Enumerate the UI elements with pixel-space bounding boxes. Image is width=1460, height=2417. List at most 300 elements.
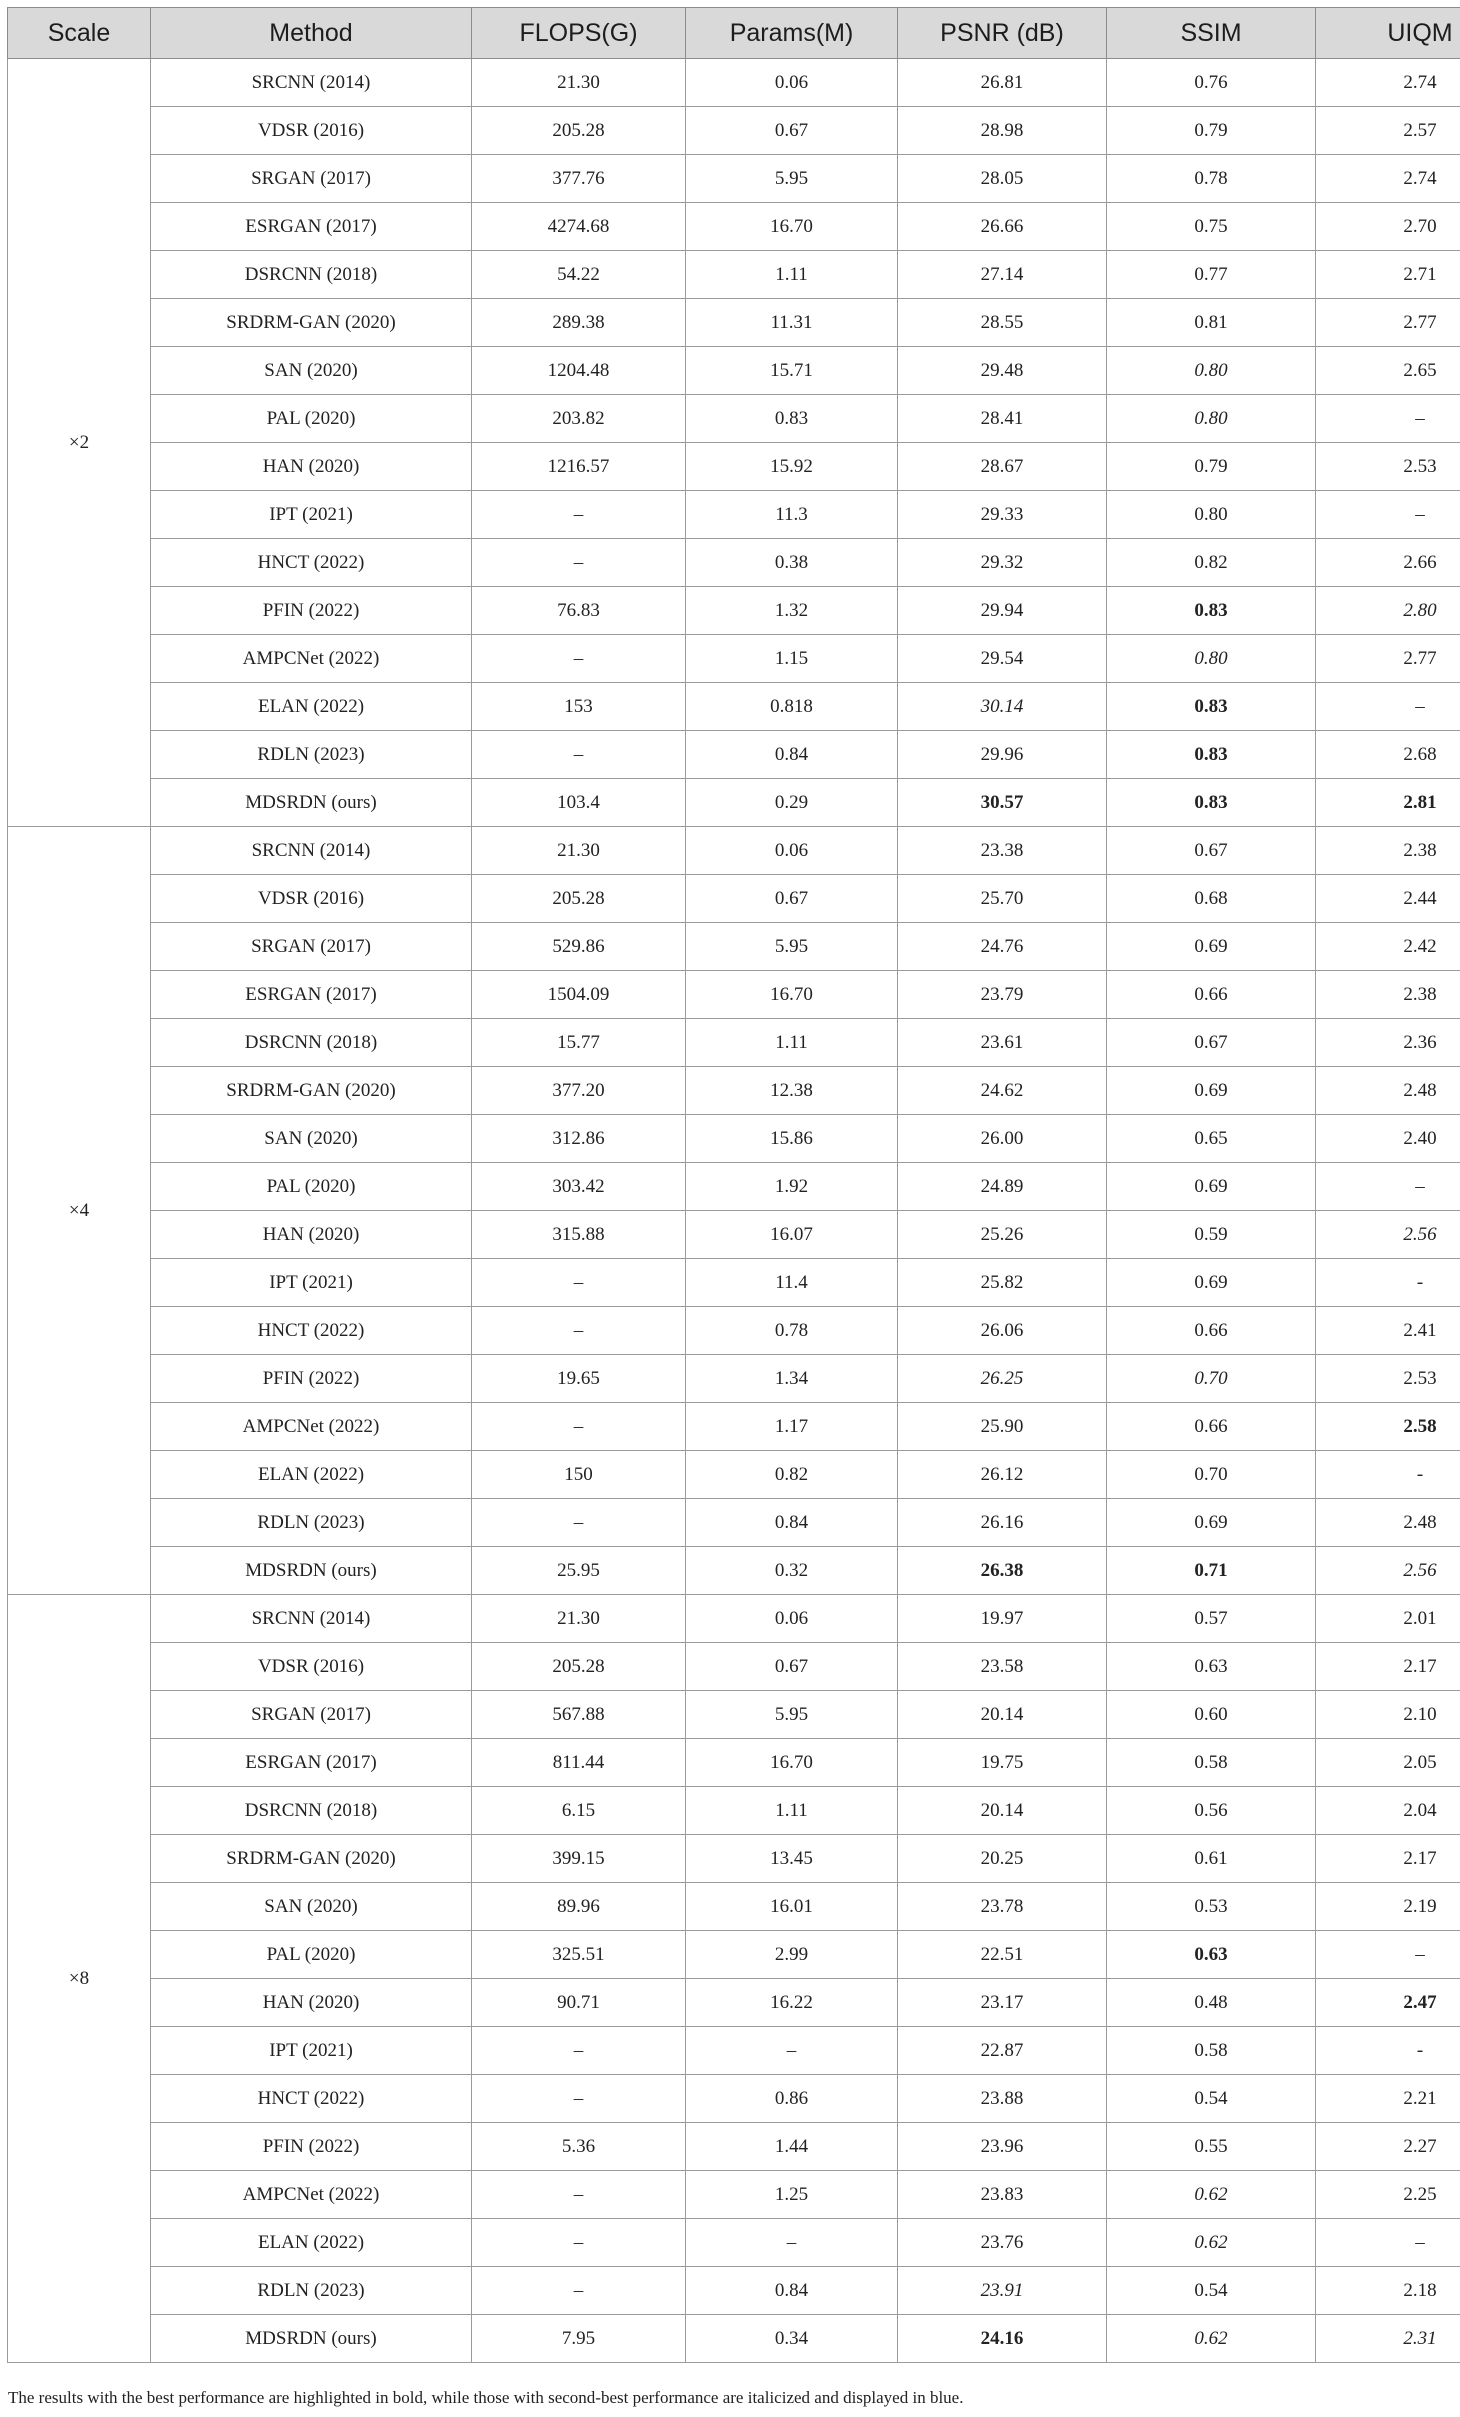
flops-cell: 6.15 — [472, 1787, 686, 1835]
table-row — [8, 347, 1460, 395]
params-cell: 1.34 — [686, 1355, 898, 1403]
params-cell: 1.11 — [686, 251, 898, 299]
params-cell: 0.67 — [686, 1643, 898, 1691]
ssim-cell: 0.76 — [1107, 59, 1316, 107]
table-row — [8, 1403, 1460, 1451]
uiqm-cell: 2.66 — [1316, 539, 1460, 587]
table-row — [8, 251, 1460, 299]
table-row — [8, 1787, 1460, 1835]
flops-cell: 811.44 — [472, 1739, 686, 1787]
params-cell: 0.86 — [686, 2075, 898, 2123]
params-cell: 0.84 — [686, 2267, 898, 2315]
header-scale: Scale — [8, 8, 151, 59]
ssim-cell: 0.75 — [1107, 203, 1316, 251]
flops-cell: 567.88 — [472, 1691, 686, 1739]
flops-cell: 205.28 — [472, 107, 686, 155]
method-cell: HAN (2020) — [151, 443, 472, 491]
params-cell: – — [686, 2027, 898, 2075]
table-row — [8, 2027, 1460, 2075]
flops-cell: 25.95 — [472, 1547, 686, 1595]
method-cell: PAL (2020) — [151, 1163, 472, 1211]
flops-cell: 90.71 — [472, 1979, 686, 2027]
flops-cell: 153 — [472, 683, 686, 731]
uiqm-cell: 2.27 — [1316, 2123, 1460, 2171]
ssim-cell: 0.83 — [1107, 731, 1316, 779]
params-cell: 0.06 — [686, 59, 898, 107]
flops-cell: – — [472, 2219, 686, 2267]
ssim-cell: 0.71 — [1107, 1547, 1316, 1595]
psnr-cell: 28.05 — [898, 155, 1107, 203]
psnr-cell: 24.89 — [898, 1163, 1107, 1211]
psnr-cell: 23.58 — [898, 1643, 1107, 1691]
flops-cell: 377.20 — [472, 1067, 686, 1115]
uiqm-cell: – — [1316, 1163, 1460, 1211]
uiqm-cell: 2.42 — [1316, 923, 1460, 971]
table-row — [8, 1835, 1460, 1883]
table-row — [8, 2219, 1460, 2267]
psnr-cell: 28.98 — [898, 107, 1107, 155]
flops-cell: 377.76 — [472, 155, 686, 203]
method-cell: VDSR (2016) — [151, 107, 472, 155]
scale-cell: ×4 — [8, 827, 151, 1595]
method-cell: SRGAN (2017) — [151, 923, 472, 971]
params-cell: 5.95 — [686, 1691, 898, 1739]
table-row — [8, 2171, 1460, 2219]
header-uiqm: UIQM — [1316, 8, 1460, 59]
psnr-cell: 26.00 — [898, 1115, 1107, 1163]
ssim-cell: 0.54 — [1107, 2075, 1316, 2123]
params-cell: – — [686, 2219, 898, 2267]
table-row — [8, 1307, 1460, 1355]
method-cell: AMPCNet (2022) — [151, 2171, 472, 2219]
flops-cell: – — [472, 731, 686, 779]
flops-cell: 203.82 — [472, 395, 686, 443]
flops-cell: 4274.68 — [472, 203, 686, 251]
ssim-cell: 0.66 — [1107, 971, 1316, 1019]
table-body — [8, 59, 1460, 2363]
table-row — [8, 587, 1460, 635]
uiqm-cell: - — [1316, 2027, 1460, 2075]
flops-cell: – — [472, 2171, 686, 2219]
psnr-cell: 25.90 — [898, 1403, 1107, 1451]
table-row — [8, 1451, 1460, 1499]
ssim-cell: 0.57 — [1107, 1595, 1316, 1643]
table-row — [8, 1499, 1460, 1547]
flops-cell: 89.96 — [472, 1883, 686, 1931]
method-cell: MDSRDN (ours) — [151, 1547, 472, 1595]
uiqm-cell: 2.77 — [1316, 635, 1460, 683]
table-row — [8, 1067, 1460, 1115]
flops-cell: – — [472, 635, 686, 683]
table-row — [8, 1259, 1460, 1307]
ssim-cell: 0.58 — [1107, 1739, 1316, 1787]
psnr-cell: 23.78 — [898, 1883, 1107, 1931]
params-cell: 0.29 — [686, 779, 898, 827]
method-cell: HNCT (2022) — [151, 539, 472, 587]
method-cell: ESRGAN (2017) — [151, 1739, 472, 1787]
table-row — [8, 1883, 1460, 1931]
table-row — [8, 59, 1460, 107]
table-row — [8, 923, 1460, 971]
method-cell: VDSR (2016) — [151, 1643, 472, 1691]
table-row — [8, 107, 1460, 155]
method-cell: PAL (2020) — [151, 395, 472, 443]
psnr-cell: 22.51 — [898, 1931, 1107, 1979]
uiqm-cell: – — [1316, 2219, 1460, 2267]
params-cell: 1.17 — [686, 1403, 898, 1451]
table-row — [8, 1931, 1460, 1979]
uiqm-cell: – — [1316, 491, 1460, 539]
ssim-cell: 0.62 — [1107, 2219, 1316, 2267]
uiqm-cell: 2.05 — [1316, 1739, 1460, 1787]
method-cell: HNCT (2022) — [151, 1307, 472, 1355]
uiqm-cell: 2.74 — [1316, 155, 1460, 203]
method-cell: VDSR (2016) — [151, 875, 472, 923]
params-cell: 15.92 — [686, 443, 898, 491]
psnr-cell: 26.25 — [898, 1355, 1107, 1403]
psnr-cell: 27.14 — [898, 251, 1107, 299]
table-container — [7, 7, 1453, 2363]
method-cell: SRDRM-GAN (2020) — [151, 1067, 472, 1115]
method-cell: ESRGAN (2017) — [151, 203, 472, 251]
header-row — [8, 8, 1460, 59]
ssim-cell: 0.62 — [1107, 2315, 1316, 2363]
method-cell: MDSRDN (ours) — [151, 779, 472, 827]
ssim-cell: 0.80 — [1107, 347, 1316, 395]
psnr-cell: 20.25 — [898, 1835, 1107, 1883]
uiqm-cell: 2.17 — [1316, 1835, 1460, 1883]
params-cell: 16.70 — [686, 1739, 898, 1787]
params-cell: 1.11 — [686, 1019, 898, 1067]
uiqm-cell: 2.53 — [1316, 1355, 1460, 1403]
uiqm-cell: 2.68 — [1316, 731, 1460, 779]
psnr-cell: 24.16 — [898, 2315, 1107, 2363]
table-row — [8, 1643, 1460, 1691]
ssim-cell: 0.60 — [1107, 1691, 1316, 1739]
uiqm-cell: 2.44 — [1316, 875, 1460, 923]
table-row — [8, 1691, 1460, 1739]
psnr-cell: 23.96 — [898, 2123, 1107, 2171]
psnr-cell: 23.76 — [898, 2219, 1107, 2267]
flops-cell: 1216.57 — [472, 443, 686, 491]
psnr-cell: 25.82 — [898, 1259, 1107, 1307]
uiqm-cell: 2.74 — [1316, 59, 1460, 107]
ssim-cell: 0.56 — [1107, 1787, 1316, 1835]
psnr-cell: 26.66 — [898, 203, 1107, 251]
table-row — [8, 491, 1460, 539]
table-row — [8, 299, 1460, 347]
method-cell: PAL (2020) — [151, 1931, 472, 1979]
flops-cell: 1504.09 — [472, 971, 686, 1019]
ssim-cell: 0.66 — [1107, 1307, 1316, 1355]
table-row — [8, 1547, 1460, 1595]
psnr-cell: 26.38 — [898, 1547, 1107, 1595]
ssim-cell: 0.53 — [1107, 1883, 1316, 1931]
flops-cell: 7.95 — [472, 2315, 686, 2363]
ssim-cell: 0.55 — [1107, 2123, 1316, 2171]
method-cell: AMPCNet (2022) — [151, 1403, 472, 1451]
table-row — [8, 2267, 1460, 2315]
flops-cell: – — [472, 2027, 686, 2075]
params-cell: 15.86 — [686, 1115, 898, 1163]
method-cell: HNCT (2022) — [151, 2075, 472, 2123]
params-cell: 5.95 — [686, 155, 898, 203]
uiqm-cell: 2.25 — [1316, 2171, 1460, 2219]
method-cell: ELAN (2022) — [151, 2219, 472, 2267]
ssim-cell: 0.80 — [1107, 395, 1316, 443]
flops-cell: – — [472, 1403, 686, 1451]
uiqm-cell: 2.65 — [1316, 347, 1460, 395]
flops-cell: 529.86 — [472, 923, 686, 971]
scale-cell: ×2 — [8, 59, 151, 827]
uiqm-cell: 2.17 — [1316, 1643, 1460, 1691]
ssim-cell: 0.77 — [1107, 251, 1316, 299]
uiqm-cell: 2.36 — [1316, 1019, 1460, 1067]
method-cell: DSRCNN (2018) — [151, 1787, 472, 1835]
method-cell: SRCNN (2014) — [151, 59, 472, 107]
params-cell: 12.38 — [686, 1067, 898, 1115]
ssim-cell: 0.61 — [1107, 1835, 1316, 1883]
flops-cell: 312.86 — [472, 1115, 686, 1163]
ssim-cell: 0.70 — [1107, 1451, 1316, 1499]
table-row — [8, 2075, 1460, 2123]
flops-cell: 54.22 — [472, 251, 686, 299]
table-row — [8, 203, 1460, 251]
flops-cell: – — [472, 539, 686, 587]
method-cell: SRCNN (2014) — [151, 1595, 472, 1643]
uiqm-cell: 2.21 — [1316, 2075, 1460, 2123]
flops-cell: 289.38 — [472, 299, 686, 347]
uiqm-cell: 2.71 — [1316, 251, 1460, 299]
table-row — [8, 779, 1460, 827]
psnr-cell: 28.55 — [898, 299, 1107, 347]
flops-cell: – — [472, 2075, 686, 2123]
psnr-cell: 30.57 — [898, 779, 1107, 827]
ssim-cell: 0.67 — [1107, 827, 1316, 875]
psnr-cell: 29.32 — [898, 539, 1107, 587]
params-cell: 16.07 — [686, 1211, 898, 1259]
flops-cell: 21.30 — [472, 1595, 686, 1643]
method-cell: SRCNN (2014) — [151, 827, 472, 875]
uiqm-cell: 2.48 — [1316, 1067, 1460, 1115]
table-row — [8, 443, 1460, 491]
params-cell: 5.95 — [686, 923, 898, 971]
params-cell: 0.38 — [686, 539, 898, 587]
uiqm-cell: 2.38 — [1316, 971, 1460, 1019]
ssim-cell: 0.69 — [1107, 1163, 1316, 1211]
params-cell: 0.34 — [686, 2315, 898, 2363]
psnr-cell: 26.12 — [898, 1451, 1107, 1499]
method-cell: HAN (2020) — [151, 1211, 472, 1259]
ssim-cell: 0.83 — [1107, 683, 1316, 731]
table-row — [8, 395, 1460, 443]
psnr-cell: 29.96 — [898, 731, 1107, 779]
ssim-cell: 0.63 — [1107, 1931, 1316, 1979]
uiqm-cell: 2.56 — [1316, 1547, 1460, 1595]
flops-cell: 5.36 — [472, 2123, 686, 2171]
params-cell: 0.82 — [686, 1451, 898, 1499]
table-row — [8, 1355, 1460, 1403]
uiqm-cell: 2.41 — [1316, 1307, 1460, 1355]
method-cell: SAN (2020) — [151, 1115, 472, 1163]
table-row — [8, 1979, 1460, 2027]
params-cell: 0.78 — [686, 1307, 898, 1355]
params-cell: 1.44 — [686, 2123, 898, 2171]
psnr-cell: 23.38 — [898, 827, 1107, 875]
flops-cell: 315.88 — [472, 1211, 686, 1259]
uiqm-cell: 2.53 — [1316, 443, 1460, 491]
table-row — [8, 731, 1460, 779]
table-row — [8, 1595, 1460, 1643]
flops-cell: 19.65 — [472, 1355, 686, 1403]
method-cell: HAN (2020) — [151, 1979, 472, 2027]
table-row — [8, 683, 1460, 731]
method-cell: MDSRDN (ours) — [151, 2315, 472, 2363]
uiqm-cell: – — [1316, 1931, 1460, 1979]
uiqm-cell: 2.57 — [1316, 107, 1460, 155]
psnr-cell: 20.14 — [898, 1691, 1107, 1739]
params-cell: 16.22 — [686, 1979, 898, 2027]
table-row — [8, 2123, 1460, 2171]
uiqm-cell: 2.56 — [1316, 1211, 1460, 1259]
flops-cell: 205.28 — [472, 1643, 686, 1691]
table-row — [8, 635, 1460, 683]
header-ssim: SSIM — [1107, 8, 1316, 59]
psnr-cell: 29.48 — [898, 347, 1107, 395]
method-cell: DSRCNN (2018) — [151, 1019, 472, 1067]
params-cell: 1.92 — [686, 1163, 898, 1211]
psnr-cell: 30.14 — [898, 683, 1107, 731]
method-cell: SRGAN (2017) — [151, 155, 472, 203]
uiqm-cell: 2.01 — [1316, 1595, 1460, 1643]
uiqm-cell: – — [1316, 683, 1460, 731]
method-cell: SRGAN (2017) — [151, 1691, 472, 1739]
psnr-cell: 26.16 — [898, 1499, 1107, 1547]
psnr-cell: 23.61 — [898, 1019, 1107, 1067]
params-cell: 11.31 — [686, 299, 898, 347]
ssim-cell: 0.67 — [1107, 1019, 1316, 1067]
params-cell: 16.70 — [686, 971, 898, 1019]
uiqm-cell: 2.04 — [1316, 1787, 1460, 1835]
psnr-cell: 24.76 — [898, 923, 1107, 971]
params-cell: 0.83 — [686, 395, 898, 443]
ssim-cell: 0.81 — [1107, 299, 1316, 347]
flops-cell: 21.30 — [472, 827, 686, 875]
method-cell: IPT (2021) — [151, 491, 472, 539]
ssim-cell: 0.78 — [1107, 155, 1316, 203]
table-row — [8, 539, 1460, 587]
psnr-cell: 28.67 — [898, 443, 1107, 491]
header-psnr: PSNR (dB) — [898, 8, 1107, 59]
params-cell: 16.01 — [686, 1883, 898, 1931]
flops-cell: 325.51 — [472, 1931, 686, 1979]
method-cell: RDLN (2023) — [151, 1499, 472, 1547]
params-cell: 15.71 — [686, 347, 898, 395]
table-row — [8, 1115, 1460, 1163]
uiqm-cell: – — [1316, 395, 1460, 443]
ssim-cell: 0.69 — [1107, 923, 1316, 971]
flops-cell: 103.4 — [472, 779, 686, 827]
uiqm-cell: 2.81 — [1316, 779, 1460, 827]
table-row — [8, 1019, 1460, 1067]
params-cell: 1.15 — [686, 635, 898, 683]
uiqm-cell: 2.40 — [1316, 1115, 1460, 1163]
header-method: Method — [151, 8, 472, 59]
uiqm-cell: 2.70 — [1316, 203, 1460, 251]
psnr-cell: 29.94 — [898, 587, 1107, 635]
method-cell: ELAN (2022) — [151, 683, 472, 731]
uiqm-cell: 2.80 — [1316, 587, 1460, 635]
params-cell: 1.25 — [686, 2171, 898, 2219]
params-cell: 1.11 — [686, 1787, 898, 1835]
psnr-cell: 29.54 — [898, 635, 1107, 683]
params-cell: 0.67 — [686, 107, 898, 155]
method-cell: RDLN (2023) — [151, 2267, 472, 2315]
params-cell: 0.84 — [686, 1499, 898, 1547]
ssim-cell: 0.83 — [1107, 779, 1316, 827]
params-cell: 2.99 — [686, 1931, 898, 1979]
ssim-cell: 0.82 — [1107, 539, 1316, 587]
psnr-cell: 19.97 — [898, 1595, 1107, 1643]
params-cell: 0.06 — [686, 827, 898, 875]
ssim-cell: 0.63 — [1107, 1643, 1316, 1691]
psnr-cell: 26.06 — [898, 1307, 1107, 1355]
psnr-cell: 25.26 — [898, 1211, 1107, 1259]
flops-cell: – — [472, 1499, 686, 1547]
psnr-cell: 26.81 — [898, 59, 1107, 107]
scale-cell: ×8 — [8, 1595, 151, 2363]
flops-cell: – — [472, 491, 686, 539]
psnr-cell: 24.62 — [898, 1067, 1107, 1115]
ssim-cell: 0.79 — [1107, 443, 1316, 491]
flops-cell: – — [472, 2267, 686, 2315]
ssim-cell: 0.69 — [1107, 1067, 1316, 1115]
params-cell: 13.45 — [686, 1835, 898, 1883]
flops-cell: 399.15 — [472, 1835, 686, 1883]
uiqm-cell: 2.18 — [1316, 2267, 1460, 2315]
psnr-cell: 23.91 — [898, 2267, 1107, 2315]
table-row — [8, 2315, 1460, 2363]
flops-cell: 21.30 — [472, 59, 686, 107]
method-cell: PFIN (2022) — [151, 1355, 472, 1403]
method-cell: AMPCNet (2022) — [151, 635, 472, 683]
uiqm-cell: 2.19 — [1316, 1883, 1460, 1931]
method-cell: SRDRM-GAN (2020) — [151, 299, 472, 347]
flops-cell: 76.83 — [472, 587, 686, 635]
psnr-cell: 28.41 — [898, 395, 1107, 443]
table-footnote: The results with the best performance are highlighted in bold, while those with second-best performance are italicized and displayed in blue. — [8, 2388, 964, 2407]
table-row — [8, 827, 1460, 875]
ssim-cell: 0.79 — [1107, 107, 1316, 155]
psnr-cell: 29.33 — [898, 491, 1107, 539]
uiqm-cell: - — [1316, 1259, 1460, 1307]
table-row — [8, 1211, 1460, 1259]
ssim-cell: 0.62 — [1107, 2171, 1316, 2219]
table-row — [8, 155, 1460, 203]
ssim-cell: 0.54 — [1107, 2267, 1316, 2315]
header-flops: FLOPS(G) — [472, 8, 686, 59]
method-cell: PFIN (2022) — [151, 587, 472, 635]
flops-cell: 303.42 — [472, 1163, 686, 1211]
flops-cell: – — [472, 1307, 686, 1355]
flops-cell: 1204.48 — [472, 347, 686, 395]
method-cell: SAN (2020) — [151, 1883, 472, 1931]
ssim-cell: 0.48 — [1107, 1979, 1316, 2027]
psnr-cell: 23.17 — [898, 1979, 1107, 2027]
uiqm-cell: 2.77 — [1316, 299, 1460, 347]
ssim-cell: 0.58 — [1107, 2027, 1316, 2075]
ssim-cell: 0.80 — [1107, 635, 1316, 683]
